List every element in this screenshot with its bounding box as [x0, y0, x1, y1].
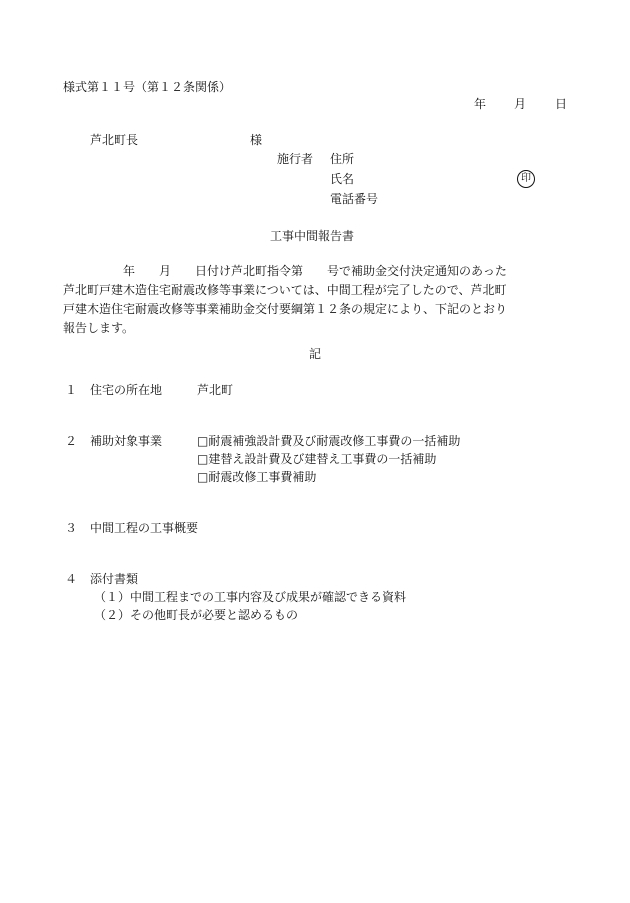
body-line-1: 年 月 日付け芦北町指令第 号で補助金交付決定通知のあった	[63, 264, 507, 278]
seal-mark: 印	[517, 170, 535, 188]
addressee-name: 芦北町長	[90, 133, 139, 147]
body-line-3: 戸建木造住宅耐震改修等事業補助金交付要綱第１２条の規定により、下記のとおり	[63, 302, 508, 316]
address-label: 住所	[330, 152, 355, 166]
item1-label: 住宅の所在地	[90, 383, 163, 397]
form-number: 様式第１１号（第１２条関係）	[63, 80, 232, 94]
date-month-label: 月	[514, 97, 527, 111]
item3-label: 中間工程の工事概要	[90, 521, 199, 535]
document-title: 工事中間報告書	[270, 229, 355, 243]
body-paragraph	[63, 262, 563, 338]
attachment-item-2: （２）その他町長が必要と認めるもの	[94, 608, 299, 622]
ki-heading: 記	[309, 347, 322, 361]
checkbox-option-seismic-retrofit-work[interactable]: □耐震改修工事費補助	[197, 470, 317, 484]
item2-number: ２	[65, 434, 78, 448]
addressee-honorific: 様	[250, 133, 263, 147]
date-day-label: 日	[555, 97, 568, 111]
item2-label: 補助対象事業	[90, 434, 163, 448]
attachment-item-1: （１）中間工程までの工事内容及び成果が確認できる資料	[94, 590, 407, 604]
applicant-role: 施行者	[277, 152, 314, 166]
item1-value: 芦北町	[197, 383, 234, 397]
item4-number: ４	[65, 572, 78, 586]
name-label: 氏名	[330, 172, 355, 186]
date-year-label: 年	[474, 97, 487, 111]
phone-label: 電話番号	[330, 192, 379, 206]
body-line-2: 芦北町戸建木造住宅耐震改修等事業については、中間工程が完了したので、芦北町	[63, 283, 507, 297]
item3-number: ３	[65, 521, 78, 535]
checkbox-option-rebuild[interactable]: □建替え設計費及び建替え工事費の一括補助	[197, 452, 437, 466]
body-line-4: 報告します。	[63, 321, 135, 335]
item4-label: 添付書類	[90, 572, 139, 586]
item1-number: １	[65, 383, 78, 397]
checkbox-option-seismic-reinforcement[interactable]: □耐震補強設計費及び耐震改修工事費の一括補助	[197, 434, 461, 448]
